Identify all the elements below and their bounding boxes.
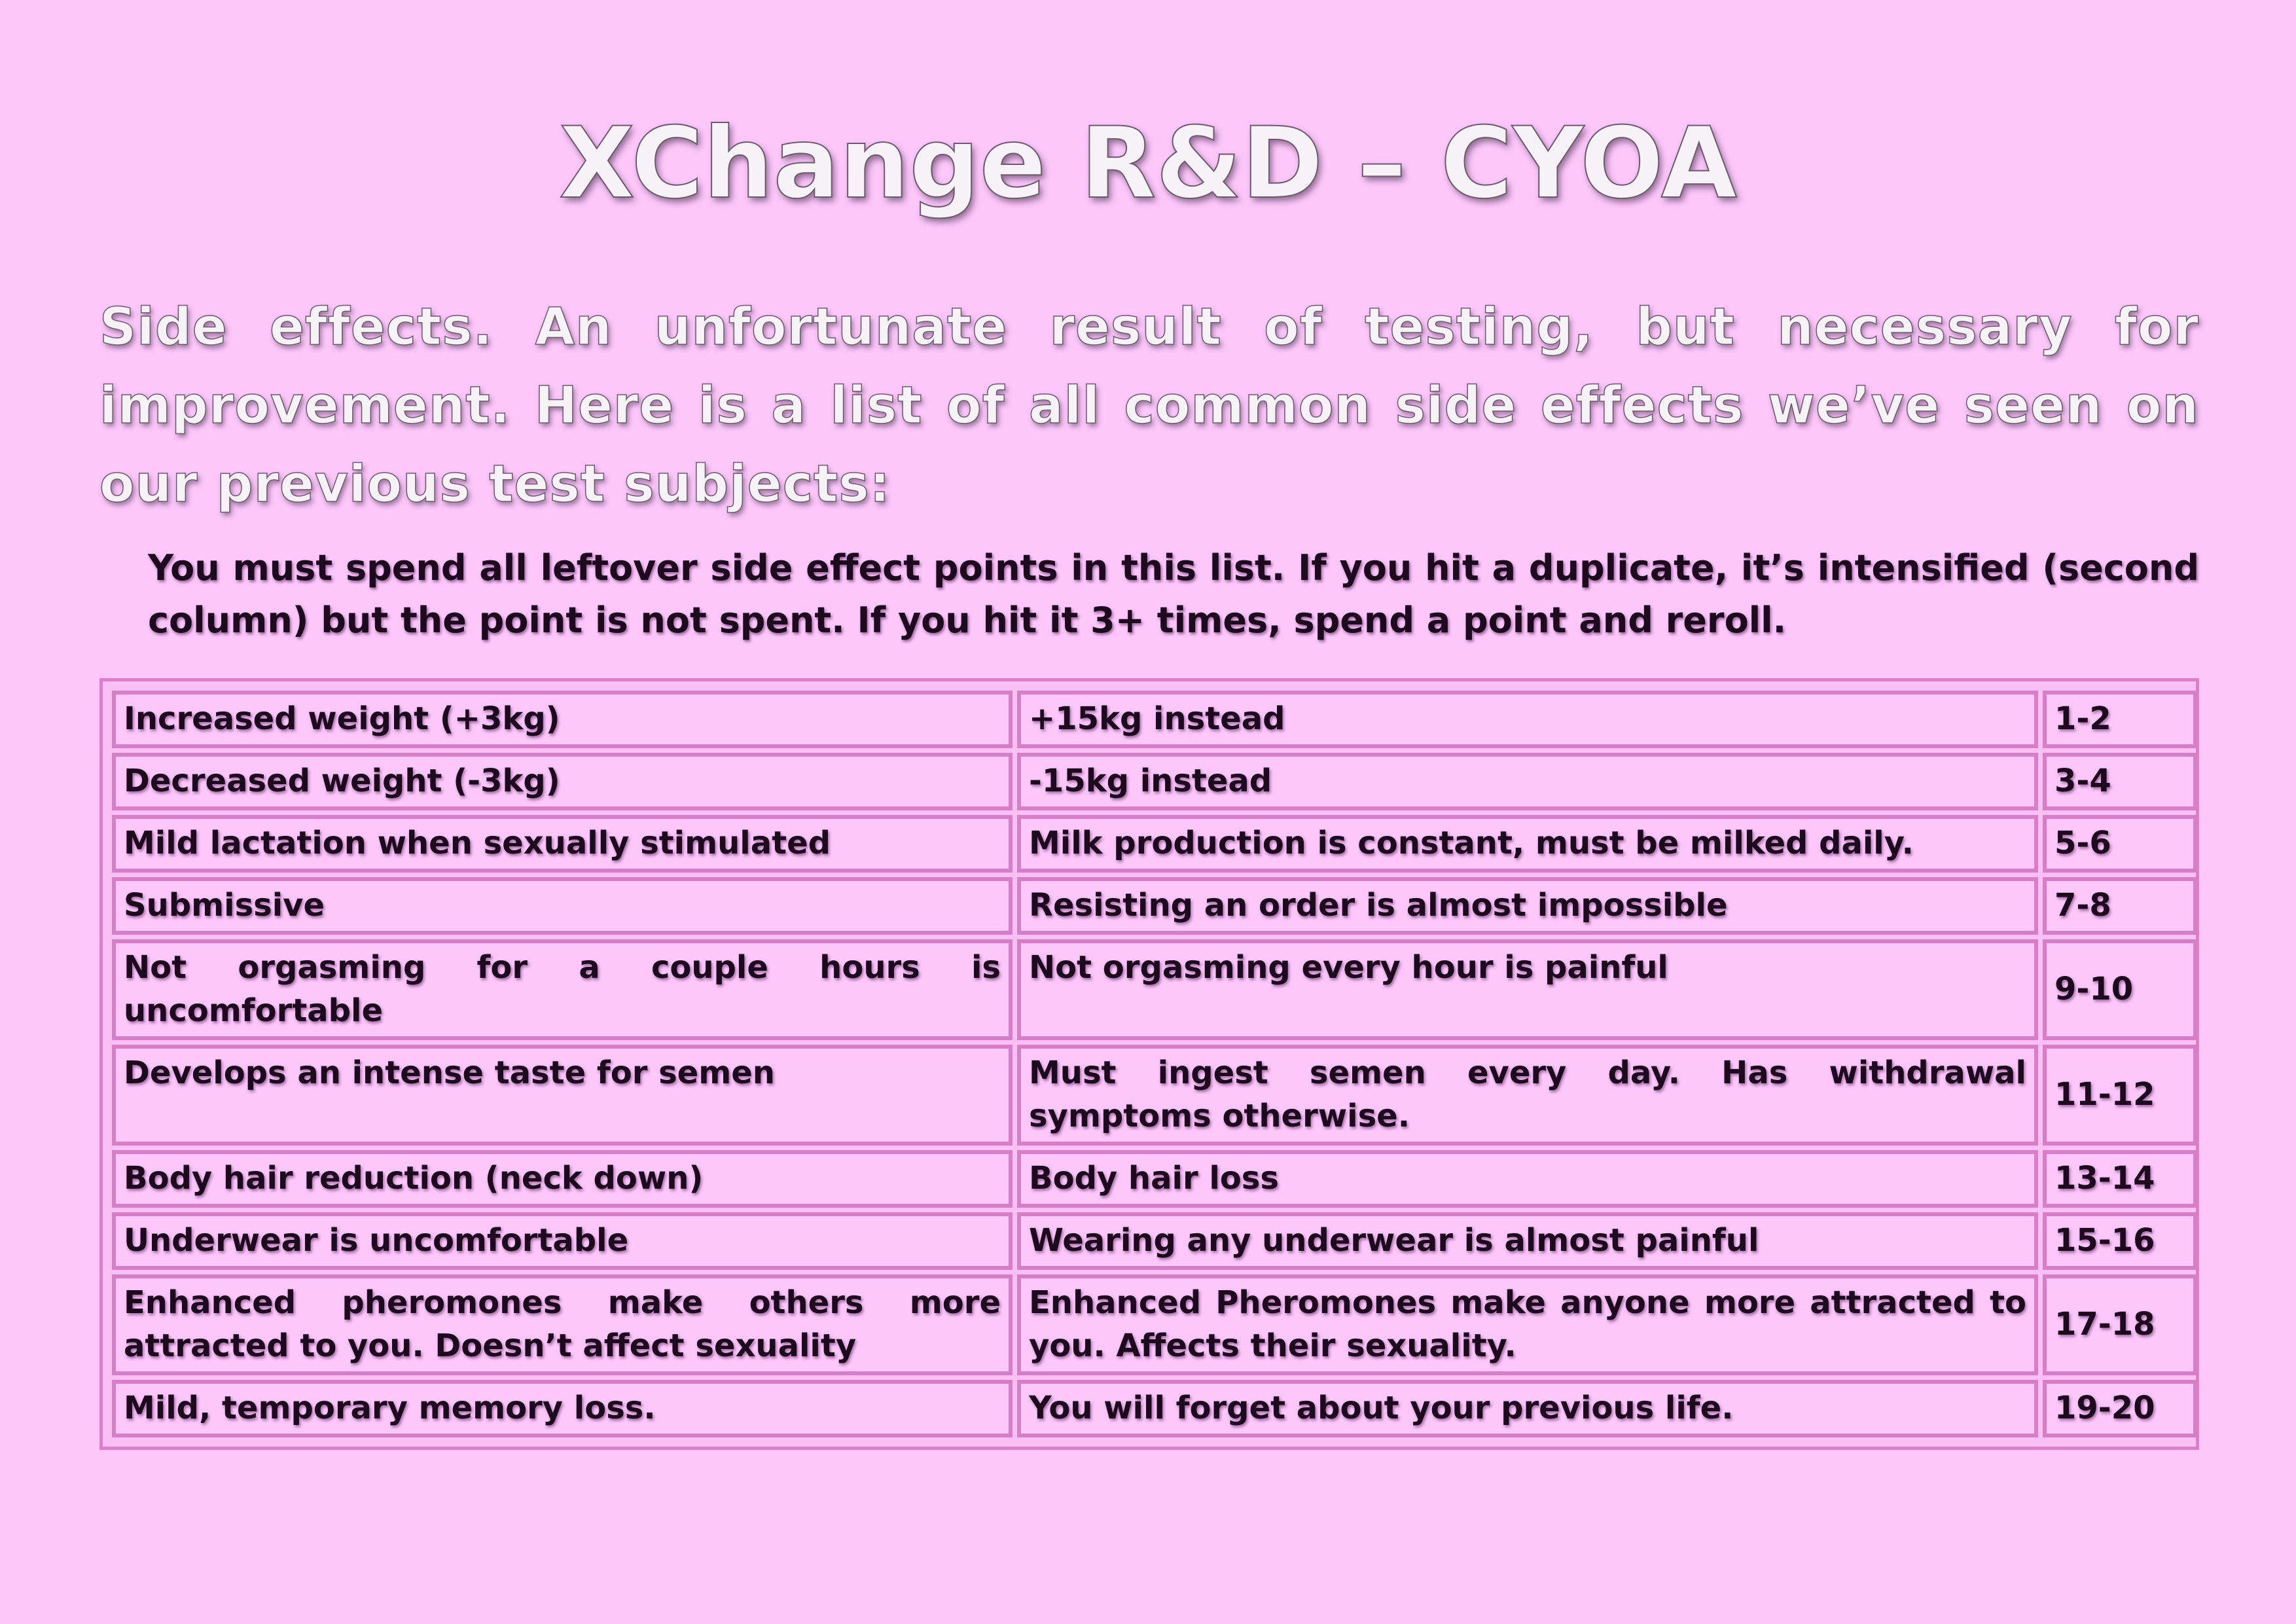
table-row xyxy=(112,815,2197,873)
table-row xyxy=(112,1045,2197,1146)
table-row xyxy=(112,877,2197,935)
effect-cell: Enhanced pheromones make others more attracted to you. Doesn’t affect sexuality xyxy=(112,1274,1013,1375)
side-effects-table xyxy=(99,678,2199,1450)
intensified-cell: Milk production is constant, must be milked daily. xyxy=(1017,815,2038,873)
roll-cell: 11-12 xyxy=(2043,1045,2197,1146)
table-row xyxy=(112,1150,2197,1208)
roll-cell: 13-14 xyxy=(2043,1150,2197,1208)
effect-cell: Develops an intense taste for semen xyxy=(112,1045,1013,1146)
effect-cell: Body hair reduction (neck down) xyxy=(112,1150,1013,1208)
table-row xyxy=(112,1212,2197,1270)
effect-cell: Underwear is uncomfortable xyxy=(112,1212,1013,1270)
effect-cell: Mild lactation when sexually stimulated xyxy=(112,815,1013,873)
intensified-cell: -15kg instead xyxy=(1017,753,2038,810)
rules-paragraph: You must spend all leftover side effect points in this list. If you hit a duplicate, it’s intensified (second column) but the point is not spent. If you hit it 3+ times, spend a point and reroll. xyxy=(148,547,2199,641)
intensified-cell: Must ingest semen every day. Has withdrawal symptoms otherwise. xyxy=(1017,1045,2038,1146)
roll-cell: 15-16 xyxy=(2043,1212,2197,1270)
effect-cell: Decreased weight (-3kg) xyxy=(112,753,1013,810)
table-row xyxy=(112,691,2197,748)
intensified-cell: Body hair loss xyxy=(1017,1150,2038,1208)
table-row xyxy=(112,753,2197,810)
page-title: XChange R&D – CYOA xyxy=(559,107,1737,221)
roll-cell: 1-2 xyxy=(2043,691,2197,748)
intensified-cell: Not orgasming every hour is painful xyxy=(1017,939,2038,1040)
intensified-cell: Wearing any underwear is almost painful xyxy=(1017,1212,2038,1270)
table-row xyxy=(112,939,2197,1040)
roll-cell: 17-18 xyxy=(2043,1274,2197,1375)
intensified-cell: Resisting an order is almost impossible xyxy=(1017,877,2038,935)
roll-cell: 5-6 xyxy=(2043,815,2197,873)
effect-cell: Not orgasming for a couple hours is uncomfortable xyxy=(112,939,1013,1040)
effect-cell: Mild, temporary memory loss. xyxy=(112,1380,1013,1437)
roll-cell: 19-20 xyxy=(2043,1380,2197,1437)
intensified-cell: You will forget about your previous life. xyxy=(1017,1380,2038,1437)
effect-cell: Increased weight (+3kg) xyxy=(112,691,1013,748)
table-row xyxy=(112,1380,2197,1437)
roll-cell: 7-8 xyxy=(2043,877,2197,935)
intro-paragraph: Side effects. An unfortunate result of testing, but necessary for improvement. Here is a list of all common side effects we’ve seen on our previous test subjects: xyxy=(99,298,2199,514)
intensified-cell: Enhanced Pheromones make anyone more attracted to you. Affects their sexuality. xyxy=(1017,1274,2038,1375)
table-row xyxy=(112,1274,2197,1375)
roll-cell: 3-4 xyxy=(2043,753,2197,810)
intensified-cell: +15kg instead xyxy=(1017,691,2038,748)
effect-cell: Submissive xyxy=(112,877,1013,935)
roll-cell: 9-10 xyxy=(2043,939,2197,1040)
